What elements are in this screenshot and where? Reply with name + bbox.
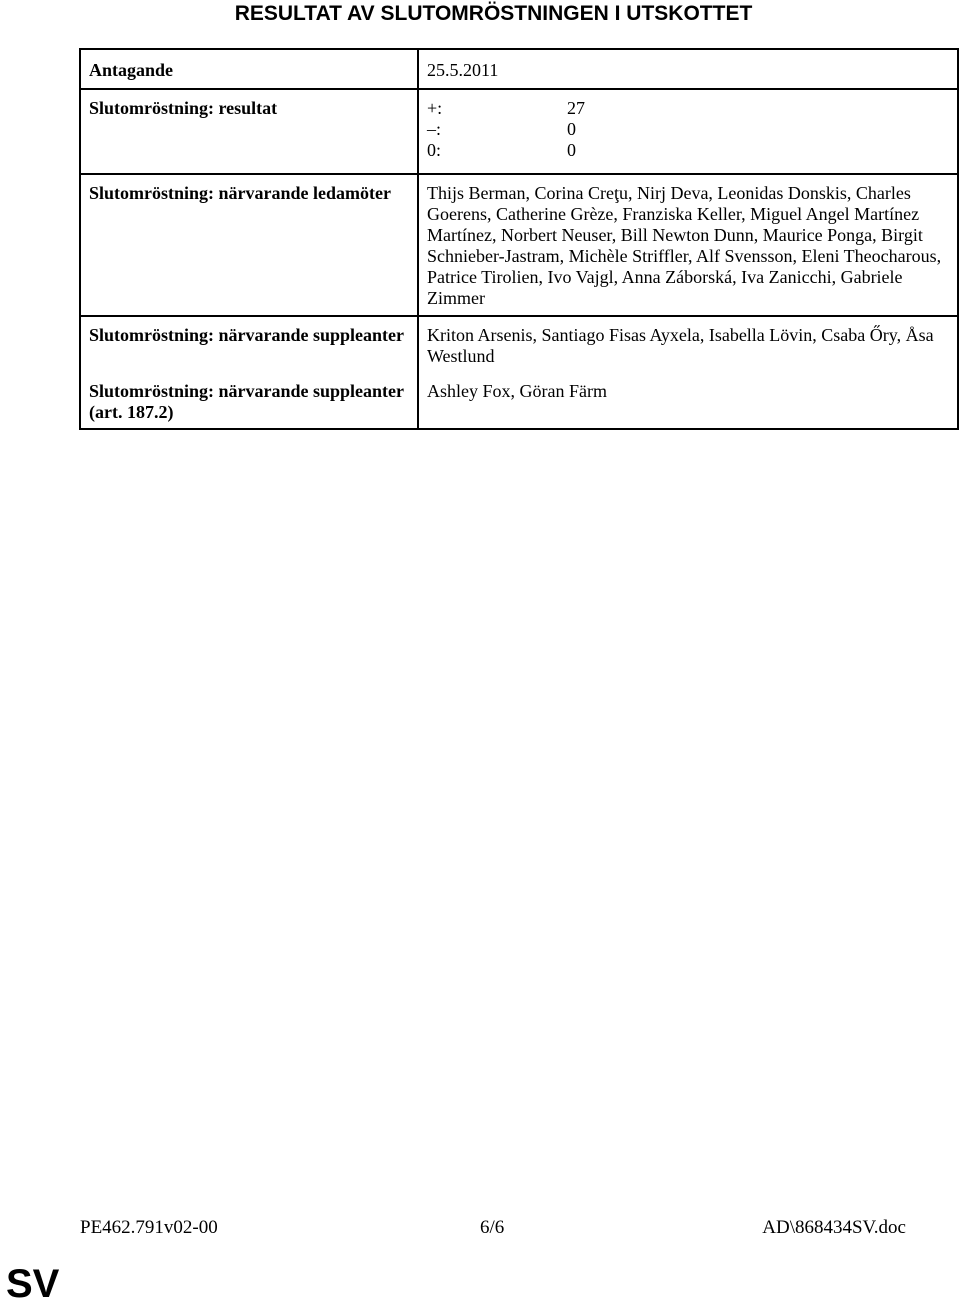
document-filename: AD\868434SV.doc bbox=[762, 1217, 906, 1238]
votes-for-count: 27 bbox=[567, 98, 585, 118]
substitutes-187-label: Slutomröstning: närvarande suppleanter (art. 187.2) bbox=[80, 373, 418, 429]
table-row-result bbox=[80, 89, 958, 174]
substitutes-list: Kriton Arsenis, Santiago Fisas Ayxela, Isabella Lövin, Csaba Őry, Åsa Westlund bbox=[418, 316, 958, 373]
table-row-substitutes bbox=[80, 316, 958, 373]
members-list: Thijs Berman, Corina Creţu, Nirj Deva, Leonidas Donskis, Charles Goerens, Catherine Grèze, Franziska Keller, Miguel Angel Martínez Martínez, Norbert Neuser, Bill Newton Dunn, Maurice Ponga, Birgit Schnieber-Jastram, Michèle Striffler, Alf Svensson, Eleni Theocharous, Patrice Tirolien, Ivo Vajgl, Anna Záborská, Iva Zanicchi, Gabriele Zimmer bbox=[418, 174, 958, 316]
result-votes bbox=[418, 89, 958, 174]
adoption-date: 25.5.2011 bbox=[418, 49, 958, 89]
adoption-label: Antagande bbox=[80, 49, 418, 89]
table-row-substitutes-187 bbox=[80, 373, 958, 429]
votes-abstain-count: 0 bbox=[567, 140, 576, 160]
votes-against-count: 0 bbox=[567, 119, 576, 139]
votes-abstain-sign: 0: bbox=[427, 140, 442, 160]
language-code: SV bbox=[6, 1262, 60, 1306]
votes-for-sign: +: bbox=[427, 98, 443, 118]
result-label: Slutomröstning: resultat bbox=[80, 89, 418, 174]
substitutes-label: Slutomröstning: närvarande suppleanter bbox=[80, 316, 418, 373]
page-footer bbox=[80, 1217, 906, 1243]
vote-grid bbox=[427, 98, 949, 161]
votes-against-sign: –: bbox=[427, 119, 442, 139]
page-number: 6/6 bbox=[480, 1217, 505, 1238]
document-reference: PE462.791v02-00 bbox=[80, 1217, 218, 1238]
page-title: RESULTAT AV SLUTOMRÖSTNINGEN I UTSKOTTET bbox=[234, 2, 753, 25]
members-label: Slutomröstning: närvarande ledamöter bbox=[80, 174, 418, 316]
vote-result-table bbox=[79, 48, 959, 430]
table-row-members bbox=[80, 174, 958, 316]
table-row-adoption bbox=[80, 49, 958, 89]
substitutes-187-list: Ashley Fox, Göran Färm bbox=[418, 373, 958, 429]
